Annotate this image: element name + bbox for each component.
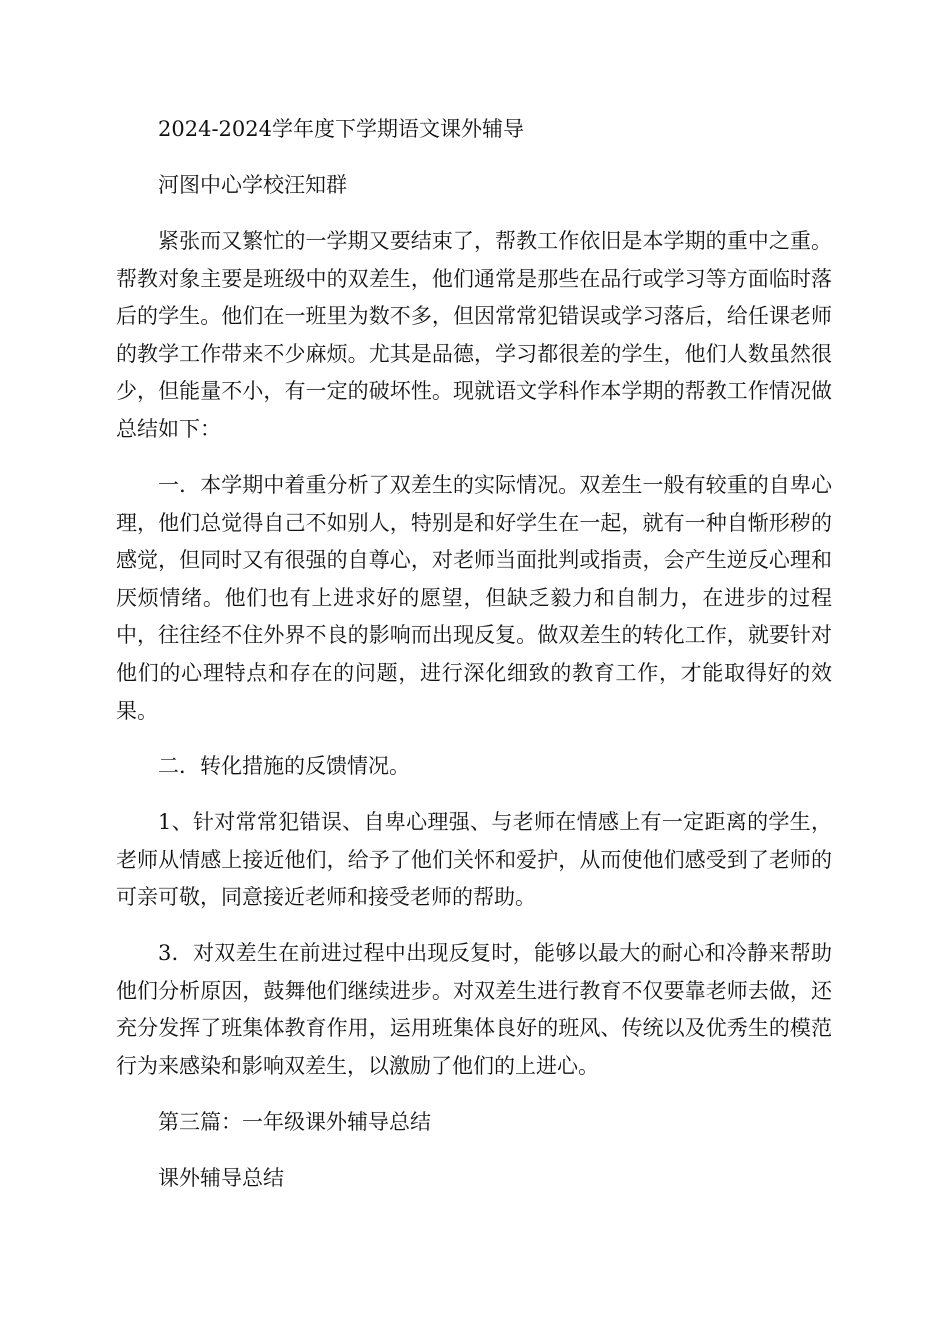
analysis-paragraph: 一．本学期中着重分析了双差生的实际情况。双差生一般有较重的自卑心理，他们总觉得自己不如别人，特别是和好学生在一起，就有一种自惭形秽的感觉，但同时又有很强的自尊心，对老师当面批判或指责，会产生逆反心理和厌烦情绪。他们也有上进求好的愿望，但缺乏毅力和自制力，在进步的过程中，往往经不住外界不良的影响而出现反复。做双差生的转化工作，就要针对他们的心理特点和存在的问题，进行深化细致的教育工作，才能取得好的效果。 (116, 473, 832, 723)
intro-paragraph: 紧张而又繁忙的一学期又要结束了，帮教工作依旧是本学期的重中之重。帮教对象主要是班级中的双差生，他们通常是那些在品行或学习等方面临时落后的学生。他们在一班里为数不多，但因常常犯错误或学习落后，给任课老师的教学工作带来不少麻烦。尤其是品德，学习都很差的学生，他们人数虽然很少，但能量不小，有一定的破坏性。现就语文学科作本学期的帮教工作情况做总结如下： (116, 229, 832, 441)
section-subtitle: 课外辅导总结 (158, 1166, 284, 1190)
author-line: 河图中心学校汪知群 (158, 173, 347, 197)
measure-item-1: 1、针对常常犯错误、自卑心理强、与老师在情感上有一定距离的学生，老师从情感上接近他们，给予了他们关怀和爱护，从而使他们感受到了老师的可亲可敬，同意接近老师和接受老师的帮助。 (116, 810, 832, 910)
document-title: 2024-2024学年度下学期语文课外辅导 (158, 117, 524, 141)
measure-item-3: 3．对双差生在前进过程中出现反复时，能够以最大的耐心和冷静来帮助他们分析原因，鼓舞他们继续进步。对双差生进行教育不仅要靠老师去做，还充分发挥了班集体教育作用，运用班集体良好的班风、传统以及优秀生的模范行为来感染和影响双差生，以激励了他们的上进心。 (116, 941, 832, 1078)
measures-heading: 二．转化措施的反馈情况。 (158, 754, 410, 778)
section-title: 第三篇：一年级课外辅导总结 (158, 1110, 431, 1134)
